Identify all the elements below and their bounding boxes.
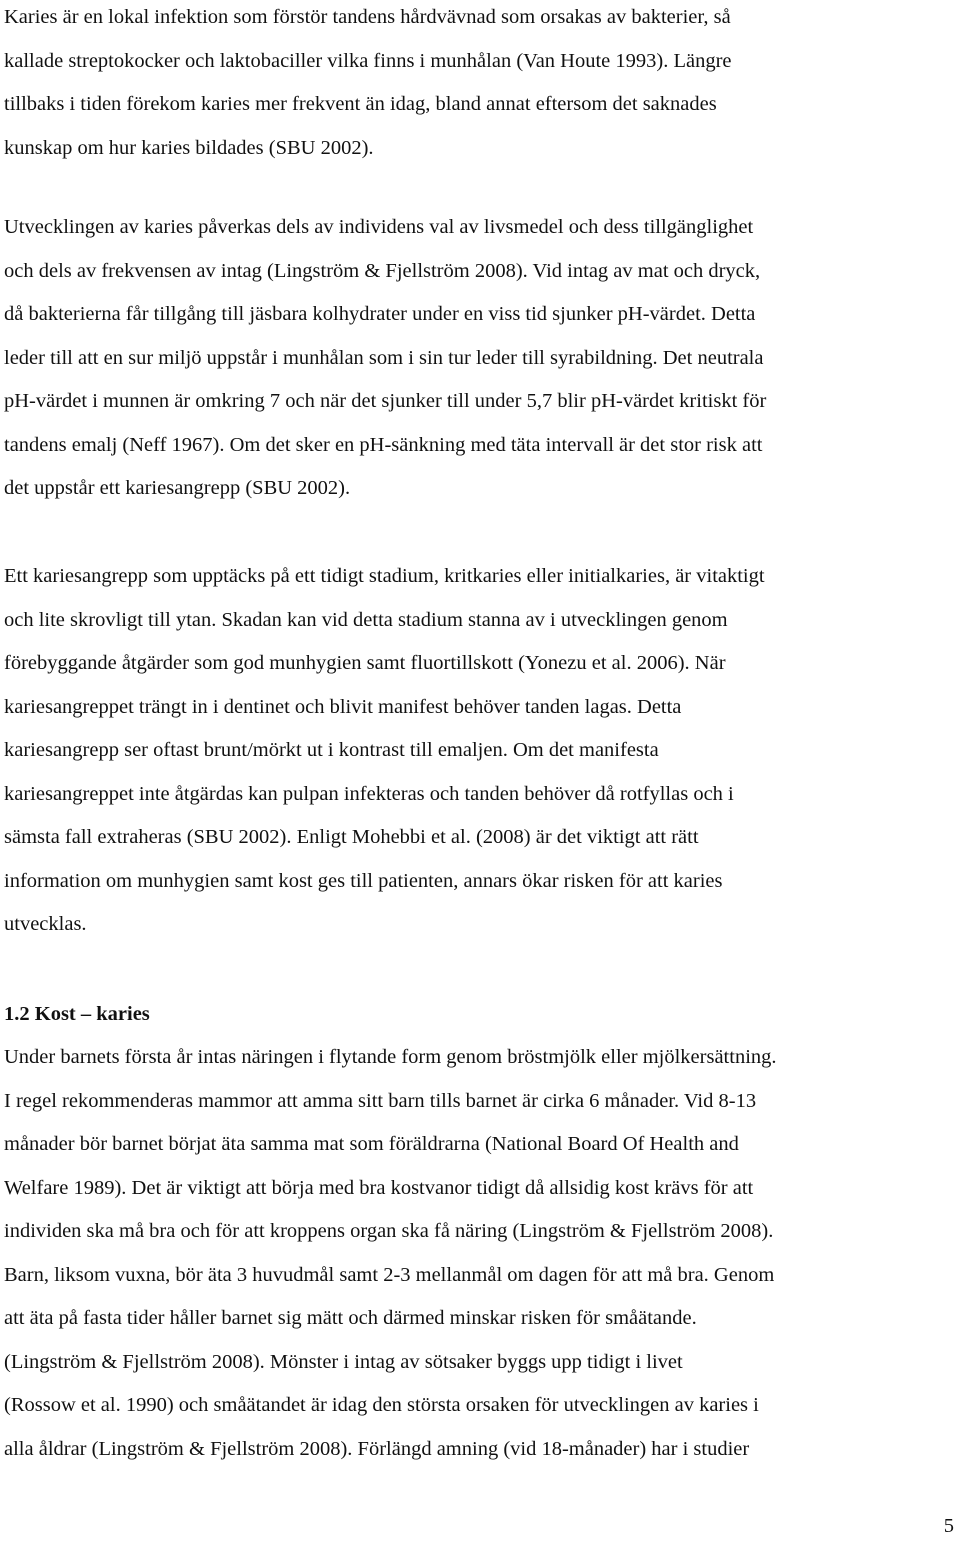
text-line: Welfare 1989). Det är viktigt att börja med bra kostvanor tidigt då allsidig kost krävs för att: [4, 1176, 754, 1199]
text-line: leder till att en sur miljö uppstår i munhålan som i sin tur leder till syrabildning. Det neutrala: [4, 346, 764, 369]
text-line: och lite skrovligt till ytan. Skadan kan vid detta stadium stanna av i utvecklingen genom: [4, 608, 728, 631]
paragraph-karies-stages: [4, 555, 765, 947]
text-line: (Lingström & Fjellström 2008). Mönster i intag av sötsaker byggs upp tidigt i livet: [4, 1350, 683, 1373]
text-line: individen ska må bra och för att kroppens organ ska få näring (Lingström & Fjellström 2008).: [4, 1220, 774, 1242]
text-line: pH-värdet i munnen är omkring 7 och när det sjunker till under 5,7 blir pH-värdet kritiskt för: [4, 390, 767, 412]
text-line: Barn, liksom vuxna, bör äta 3 huvudmål samt 2-3 mellanmål om dagen för att må bra. Genom: [4, 1263, 775, 1286]
text-line: kariesangreppet trängt in i dentinet och blivit manifest behöver tanden lagas. Detta: [4, 695, 682, 718]
text-line: tandens emalj (Neff 1967). Om det sker en pH-sänkning med täta intervall är det stor risk att: [4, 433, 763, 456]
page-number: 5: [943, 1515, 954, 1537]
text-line: Ett kariesangrepp som upptäcks på ett tidigt stadium, kritkaries eller initialkaries, är vitaktigt: [4, 565, 765, 587]
section-heading: 1.2 Kost – karies: [4, 1003, 150, 1025]
text-line: alla åldrar (Lingström & Fjellström 2008). Förlängd amning (vid 18-månader) har i studier: [4, 1437, 750, 1460]
text-line: det uppstår ett kariesangrepp (SBU 2002).: [4, 477, 351, 499]
text-line: I regel rekommenderas mammor att amma sitt barn tills barnet är cirka 6 månader. Vid 8-13: [4, 1089, 757, 1112]
text-line: sämsta fall extraheras (SBU 2002). Enligt Mohebbi et al. (2008) är det viktigt att rätt: [4, 826, 699, 848]
text-line: att äta på fasta tider håller barnet sig mätt och därmed minskar risken för småätande.: [4, 1307, 697, 1329]
text-line: utvecklas.: [4, 913, 87, 935]
text-line: (Rossow et al. 1990) och småätandet är idag den största orsaken för utvecklingen av karies i: [4, 1394, 759, 1416]
text-line: förebyggande åtgärder som god munhygien samt fluortillskott (Yonezu et al. 2006). När: [4, 652, 726, 674]
paragraph-kost-karies: [4, 1036, 777, 1471]
text-line: månader bör barnet börjat äta samma mat som föräldrarna (National Board Of Health and: [4, 1133, 739, 1155]
paragraph-karies-development: [4, 206, 766, 511]
text-line: Karies är en lokal infektion som förstör tandens hårdvävnad som orsakas av bakterier, så: [4, 6, 731, 28]
text-line: Utvecklingen av karies påverkas dels av individens val av livsmedel och dess tillgänglighet: [4, 216, 754, 238]
text-line: information om munhygien samt kost ges till patienten, annars ökar risken för att karies: [4, 869, 723, 892]
paragraph-karies-intro: [4, 0, 732, 170]
text-line: och dels av frekvensen av intag (Lingström & Fjellström 2008). Vid intag av mat och dryck,: [4, 259, 761, 282]
text-line: då bakterierna får tillgång till jäsbara kolhydrater under en viss tid sjunker pH-värdet. Detta: [4, 303, 756, 325]
text-line: tillbaks i tiden förekom karies mer frekvent än idag, bland annat eftersom det saknades: [4, 93, 717, 115]
text-line: Under barnets första år intas näringen i flytande form genom bröstmjölk eller mjölkersättning.: [4, 1046, 777, 1068]
text-line: kunskap om hur karies bildades (SBU 2002).: [4, 136, 374, 159]
text-line: kallade streptokocker och laktobaciller vilka finns i munhålan (Van Houte 1993). Längre: [4, 49, 732, 72]
text-line: kariesangreppet inte åtgärdas kan pulpan infekteras och tanden behöver då rotfyllas och i: [4, 782, 734, 805]
text-line: kariesangrepp ser oftast brunt/mörkt ut i kontrast till emaljen. Om det manifesta: [4, 739, 659, 761]
